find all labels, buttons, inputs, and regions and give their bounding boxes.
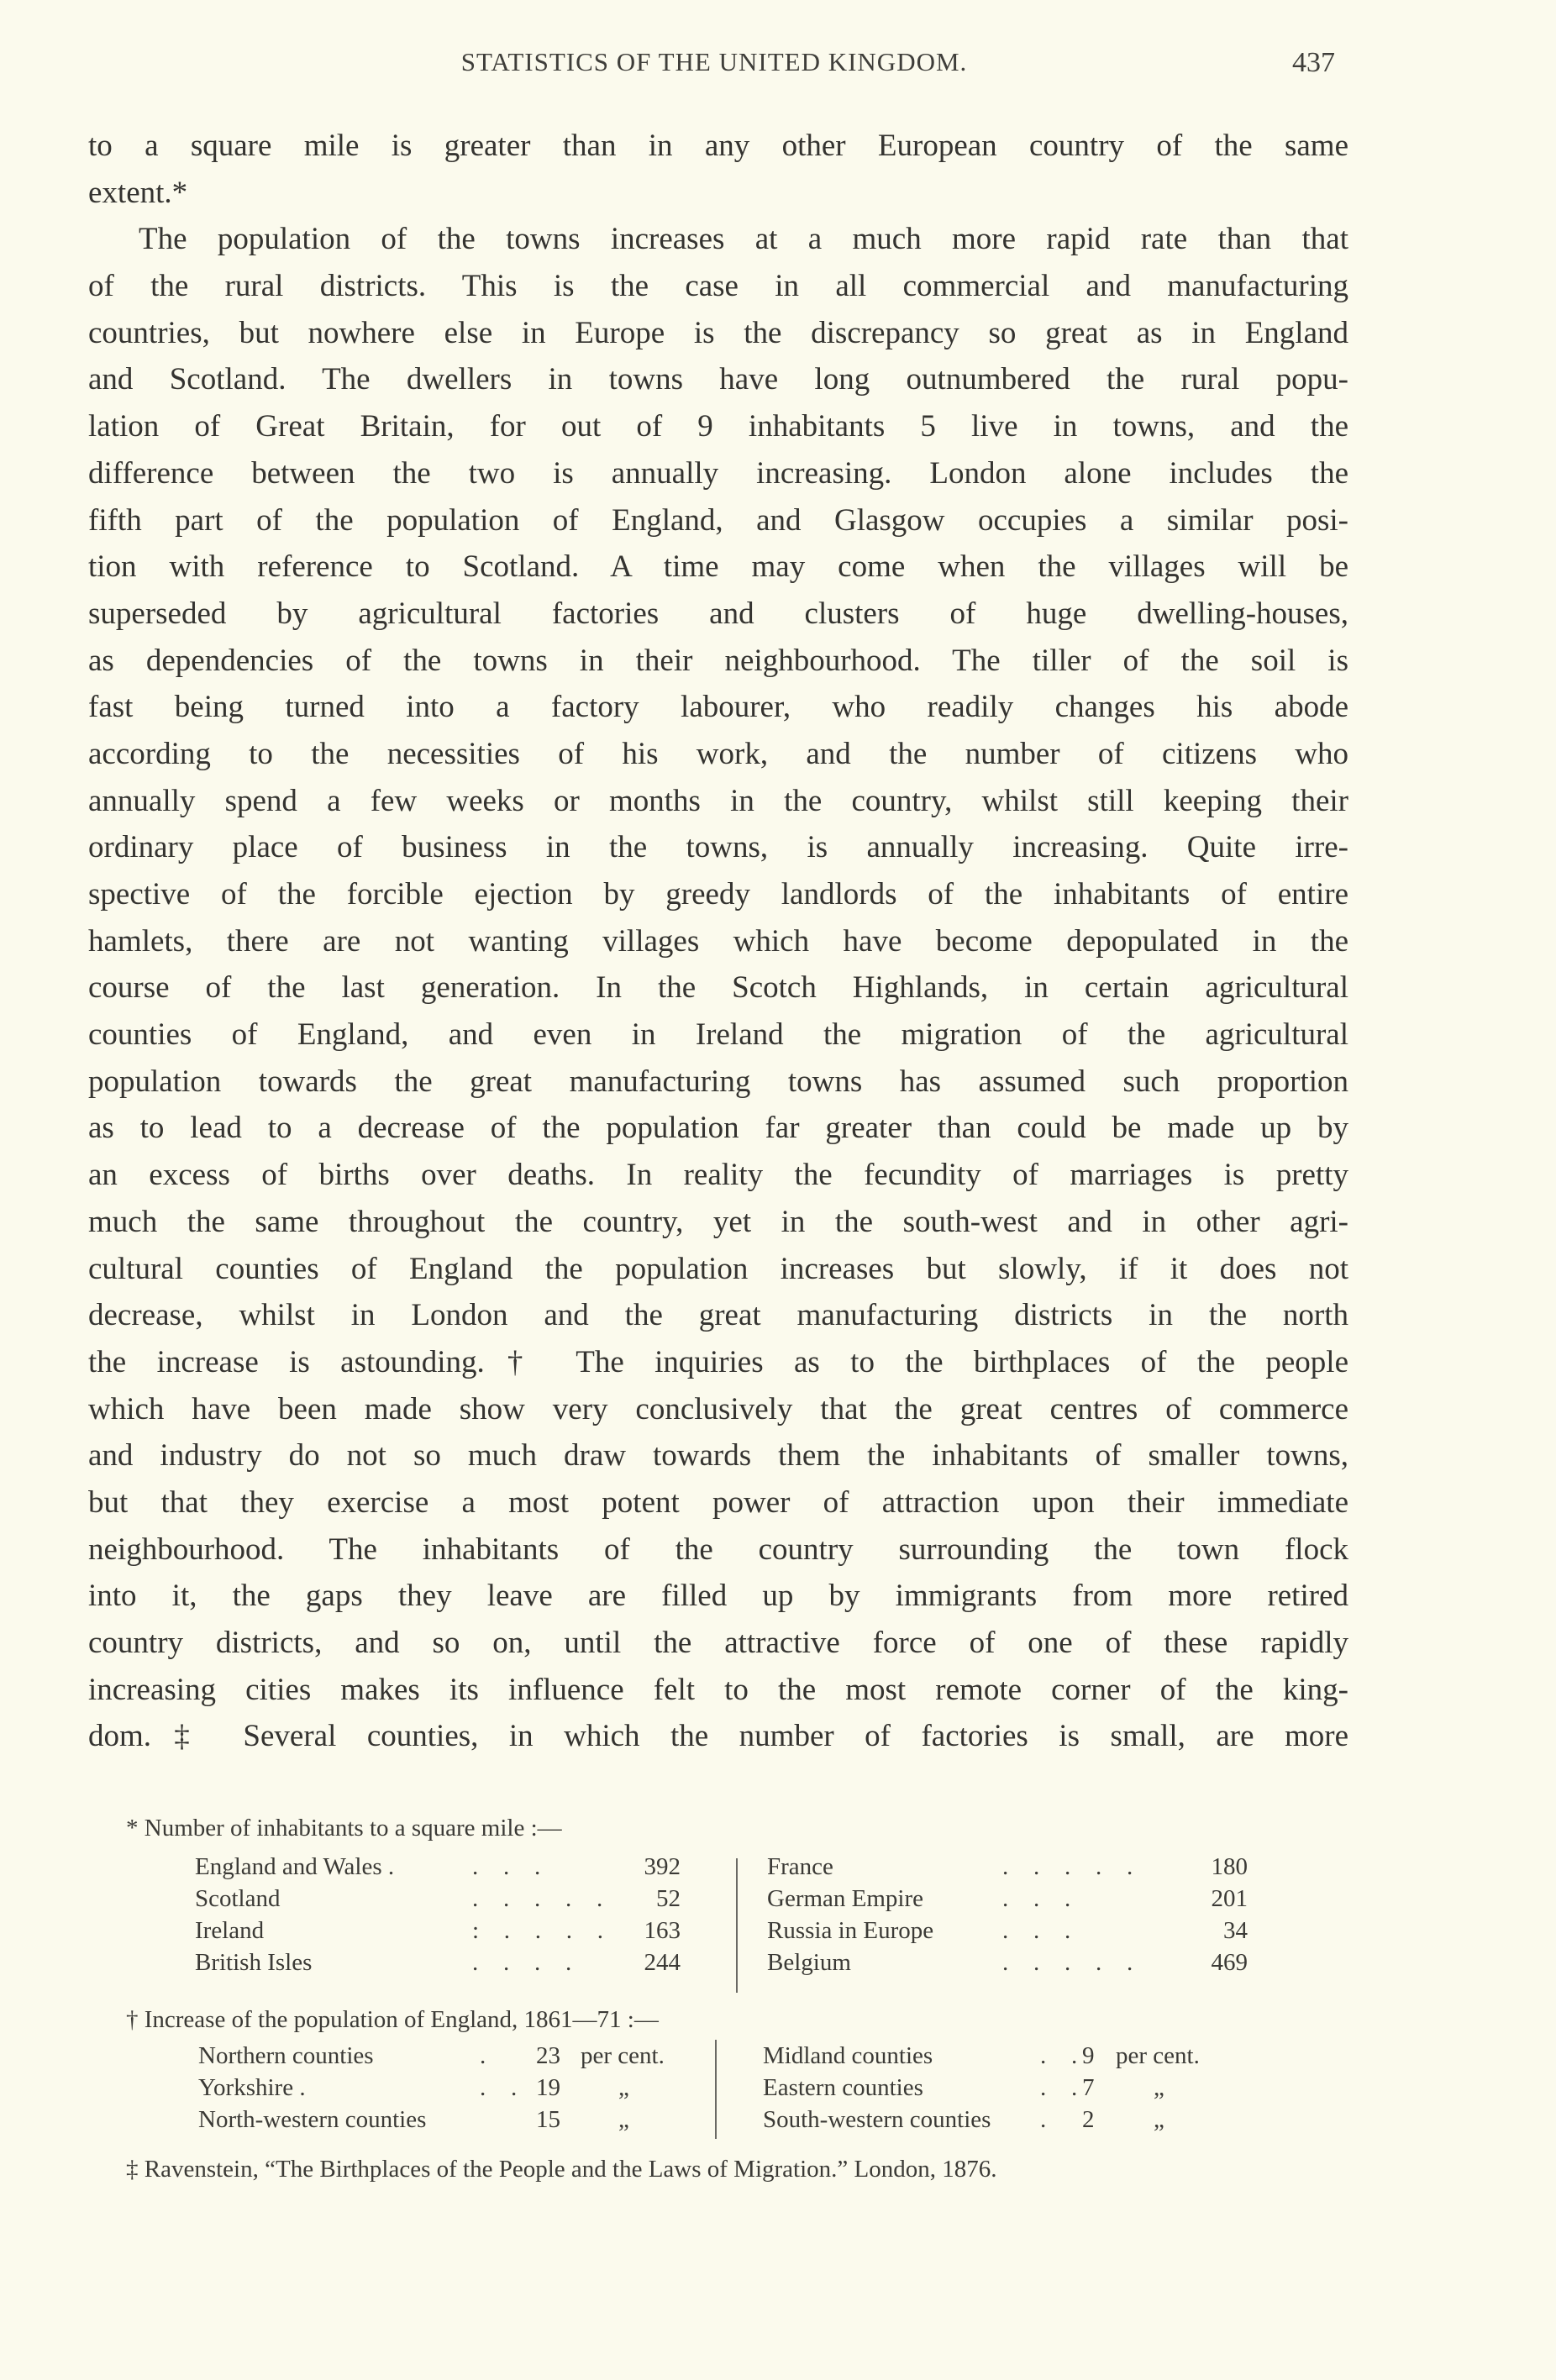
text-line — [88, 778, 1348, 825]
row-leader: . . — [1040, 2042, 1080, 2069]
table-row — [195, 1915, 681, 1947]
text-line — [88, 1152, 1348, 1199]
row-value: 2 — [1082, 2106, 1095, 2133]
row-value: 163 — [644, 1917, 681, 1944]
row-label: Yorkshire . — [198, 2074, 306, 2101]
row-label: France — [767, 1853, 833, 1880]
text-line — [88, 1339, 1348, 1386]
row-leader: . . . — [472, 1853, 543, 1880]
text-line-content: The population of the towns increases at a much more rapid rate than that — [139, 222, 1348, 257]
row-unit: „ — [1154, 2074, 1164, 2101]
footnote-increase-heading: † Increase of the population of England, 1861—71 :— — [126, 2006, 659, 2033]
row-label: England and Wales . — [195, 1853, 395, 1880]
table-row — [763, 2104, 1250, 2136]
text-line — [88, 731, 1348, 778]
text-line-content: tion with reference to Scotland. A time may come when the villages will be — [88, 549, 1348, 585]
text-line — [88, 450, 1348, 497]
row-value: 9 — [1082, 2042, 1095, 2069]
text-line — [88, 591, 1348, 638]
text-line-content: and Scotland. The dwellers in towns have long outnumbered the rural popu- — [88, 362, 1348, 397]
text-line — [88, 824, 1348, 871]
text-line-content: to a square mile is greater than in any other European country of the same — [88, 129, 1348, 163]
text-line — [88, 263, 1348, 310]
text-line-content: spective of the forcible ejection by greedy landlords of the inhabitants of entire — [88, 877, 1348, 912]
row-label: North-western counties — [198, 2106, 427, 2133]
row-leader: . . . . . — [472, 1885, 605, 1912]
row-label: Belgium — [767, 1949, 851, 1976]
row-leader: . . . . . — [1002, 1949, 1135, 1976]
row-value: 469 — [1211, 1949, 1248, 1976]
table-row — [767, 1883, 1248, 1915]
text-line-content: countries, but nowhere else in Europe is the discrepancy so great as in England — [88, 315, 1348, 350]
body-text — [88, 123, 1348, 1760]
text-line — [88, 356, 1348, 403]
footnote-reference: ‡ Ravenstein, “The Birthplaces of the People and the Laws of Migration.” London, 1876. — [126, 2156, 997, 2183]
text-line-content: neighbourhood. The inhabitants of the country surrounding the town flock — [88, 1532, 1348, 1567]
text-line — [88, 1386, 1348, 1433]
table-row — [767, 1915, 1248, 1947]
text-line-content: much the same throughout the country, yet in the south-west and in other agri- — [88, 1204, 1348, 1239]
text-line — [88, 1059, 1348, 1106]
row-leader: . . . — [1002, 1885, 1073, 1912]
row-value: 23 — [536, 2042, 560, 2069]
row-value: 201 — [1211, 1885, 1248, 1912]
text-line — [88, 1667, 1348, 1714]
text-line-content: cultural counties of England the population increases but slowly, if it does not — [88, 1251, 1348, 1286]
text-line-content: decrease, whilst in London and the great manufacturing districts in the north — [88, 1298, 1348, 1333]
row-label: South-western counties — [763, 2106, 991, 2133]
row-label: Northern counties — [198, 2042, 374, 2069]
page-number: 437 — [1292, 47, 1335, 78]
row-label: Eastern counties — [763, 2074, 923, 2101]
text-line-content: superseded by agricultural factories and clusters of huge dwelling-houses, — [88, 596, 1348, 631]
text-line — [88, 1526, 1348, 1574]
text-line — [88, 310, 1348, 357]
footnote-density-heading: * Number of inhabitants to a square mile :— — [126, 1815, 562, 1841]
text-line — [88, 964, 1348, 1011]
table-row — [198, 2072, 669, 2104]
row-leader: . . — [1040, 2074, 1080, 2101]
text-line — [88, 918, 1348, 965]
text-line-content: country districts, and so on, until the attractive force of one of these rapidly — [88, 1626, 1348, 1660]
table-row — [763, 2072, 1250, 2104]
column-divider — [736, 1858, 738, 1993]
text-line-content: as to lead to a decrease of the population far greater than could be made up by — [88, 1111, 1348, 1146]
text-line-content: as dependencies of the towns in their neighbourhood. The tiller of the soil is — [88, 643, 1348, 678]
text-line-content: counties of England, and even in Ireland the migration of the agricultural — [88, 1017, 1348, 1053]
text-line-content: course of the last generation. In the Scotch Highlands, in certain agricultural — [88, 970, 1348, 1006]
text-line-content: ordinary place of business in the towns, is annually increasing. Quite irre- — [88, 830, 1348, 865]
table-row — [198, 2040, 669, 2072]
row-value: 244 — [644, 1949, 681, 1976]
text-line — [88, 684, 1348, 731]
text-line — [88, 170, 1348, 217]
text-line-content: difference between the two is annually increasing. London alone includes the — [88, 455, 1348, 491]
row-label: German Empire — [767, 1885, 924, 1912]
text-line — [88, 871, 1348, 918]
row-label: British Isles — [195, 1949, 313, 1976]
row-unit: „ — [618, 2074, 629, 2101]
row-unit: per cent. — [581, 2042, 665, 2069]
row-label: Russia in Europe — [767, 1917, 934, 1944]
text-line — [88, 1432, 1348, 1479]
text-line-content: and industry do not so much draw towards them the inhabitants of smaller towns, — [88, 1438, 1348, 1474]
row-unit: per cent. — [1116, 2042, 1200, 2069]
row-leader: . — [1040, 2106, 1049, 2133]
text-line — [88, 216, 1348, 263]
text-line — [88, 1199, 1348, 1246]
text-line — [88, 1105, 1348, 1152]
row-label: Midland counties — [763, 2042, 933, 2069]
text-line — [88, 1011, 1348, 1059]
text-line — [88, 1620, 1348, 1667]
running-header-title: STATISTICS OF THE UNITED KINGDOM. — [460, 47, 968, 76]
row-unit: „ — [618, 2106, 629, 2133]
text-line-content: dom.‡ Several counties, in which the number of factories is small, are more — [88, 1719, 1348, 1754]
row-value: 34 — [1223, 1917, 1248, 1944]
row-value: 7 — [1082, 2074, 1095, 2101]
row-value: 52 — [656, 1885, 681, 1912]
text-line-content: annually spend a few weeks or months in the country, whilst still keeping their — [88, 783, 1348, 818]
text-line — [88, 638, 1348, 685]
table-row — [195, 1947, 681, 1978]
row-leader: : . . . . — [472, 1917, 606, 1944]
text-line-content: hamlets, there are not wanting villages which have become depopulated in the — [88, 923, 1348, 959]
text-line-content: an excess of births over deaths. In reality the fecundity of marriages is pretty — [88, 1158, 1348, 1193]
table-row — [767, 1851, 1248, 1883]
text-line — [88, 1246, 1348, 1293]
text-line — [88, 403, 1348, 450]
table-row — [763, 2040, 1250, 2072]
row-unit: „ — [1154, 2106, 1164, 2133]
text-line-content: according to the necessities of his work, and the number of citizens who — [88, 736, 1348, 771]
table-row — [195, 1883, 681, 1915]
text-line — [88, 1479, 1348, 1526]
row-value: 19 — [536, 2074, 560, 2101]
text-line-content: population towards the great manufacturing towns has assumed such proportion — [88, 1064, 1348, 1099]
text-line-content: fast being turned into a factory labourer, who readily changes his abode — [88, 690, 1348, 725]
text-line — [88, 123, 1348, 170]
text-line-content: lation of Great Britain, for out of 9 inhabitants 5 live in towns, and the — [88, 409, 1348, 444]
row-leader: . . . . — [472, 1949, 574, 1976]
row-leader: . . . — [1002, 1917, 1073, 1944]
text-line — [88, 544, 1348, 591]
text-line-content: fifth part of the population of England, and Glasgow occupies a similar posi- — [88, 502, 1348, 538]
table-row — [195, 1851, 681, 1883]
text-line-content: which have been made show very conclusively that the great centres of commerce — [88, 1391, 1348, 1426]
row-label: Ireland — [195, 1917, 265, 1944]
row-value: 180 — [1211, 1853, 1248, 1880]
text-line-content: extent.* — [88, 175, 188, 210]
text-line-content: but that they exercise a most potent power of attraction upon their immediate — [88, 1484, 1348, 1520]
row-value: 392 — [644, 1853, 681, 1880]
row-leader: . . . . . — [1002, 1853, 1135, 1880]
text-line — [88, 497, 1348, 544]
text-line-content: into it, the gaps they leave are filled up by immigrants from more retired — [88, 1579, 1348, 1614]
table-row — [198, 2104, 669, 2136]
row-label: Scotland — [195, 1885, 281, 1912]
text-line — [88, 1713, 1348, 1760]
row-leader: . — [480, 2042, 488, 2069]
row-value: 15 — [536, 2106, 560, 2133]
column-divider — [715, 2040, 717, 2139]
text-line — [88, 1292, 1348, 1339]
text-line-content: the increase is astounding.† The inquiries as to the birthplaces of the people — [88, 1344, 1348, 1379]
text-line-content: of the rural districts. This is the case in all commercial and manufacturing — [88, 269, 1348, 304]
table-row — [767, 1947, 1248, 1978]
text-line-content: increasing cities makes its influence felt to the most remote corner of the king- — [88, 1672, 1348, 1707]
text-line — [88, 1573, 1348, 1620]
row-leader: . . — [480, 2074, 519, 2101]
